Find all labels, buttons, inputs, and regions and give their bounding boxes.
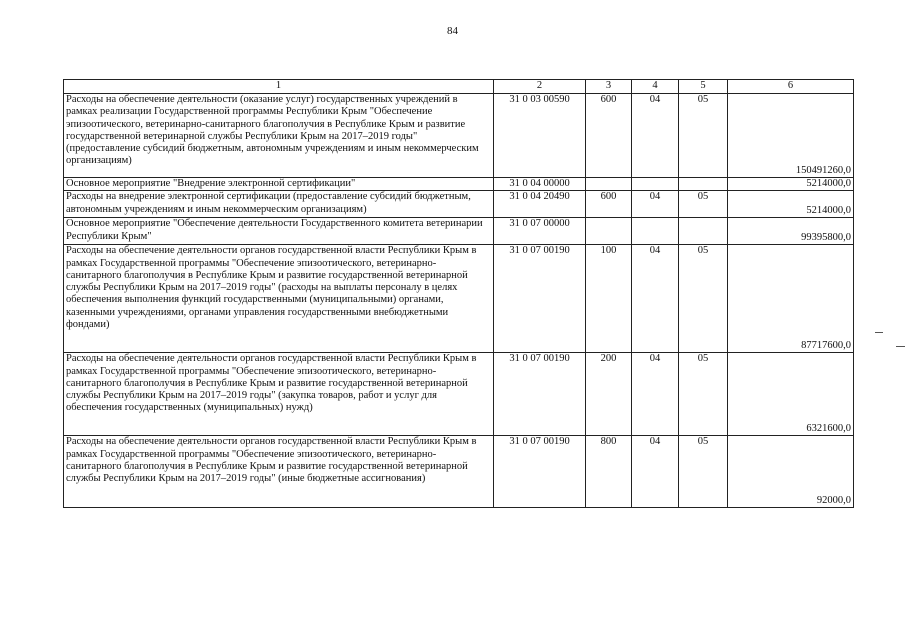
row-description: Расходы на обеспечение деятельности (оказание услуг) государственных учреждений в рамках реализации Государственной программы Республики Крым "Обеспечение эпизоотического, ветеринарно-санитарного благополучия в Республике Крым и развитие государственной ветеринарной службы Республики Крым на 2017–2019 годы" (предоставление субсидий бюджетным, автономным учреждениям и иным некоммерческим организациям) <box>64 94 494 178</box>
row-target-code: 31 0 07 00190 <box>494 245 586 353</box>
row-section <box>632 218 679 245</box>
table-row <box>64 178 854 191</box>
row-description: Расходы на внедрение электронной сертификации (предоставление субсидий бюджетным, автономным учреждениям и иным некоммерческим организациям) <box>64 191 494 218</box>
row-amount: 5214000,0 <box>728 178 854 191</box>
row-amount: 6321600,0 <box>728 353 854 436</box>
budget-table <box>63 79 854 508</box>
header-cell: 5 <box>679 80 728 94</box>
scan-mark <box>875 332 883 333</box>
scan-mark <box>896 346 905 347</box>
row-description: Основное мероприятие "Обеспечение деятельности Государственного комитета ветеринарии Республики Крым" <box>64 218 494 245</box>
row-description: Основное мероприятие "Внедрение электронной сертификации" <box>64 178 494 191</box>
header-cell: 2 <box>494 80 586 94</box>
header-row <box>64 80 854 94</box>
row-description: Расходы на обеспечение деятельности органов государственной власти Республики Крым в рамках Государственной программы "Обеспечение эпизоотического, ветеринарно-санитарного благополучия в Республике Крым и развитие государственной ветеринарной службы Республики Крым на 2017–2019 годы" (закупка товаров, работ и услуг для обеспечения государственных (муниципальных) нужд) <box>64 353 494 436</box>
row-expense-type: 800 <box>586 436 632 508</box>
row-subsection: 05 <box>679 191 728 218</box>
row-expense-type <box>586 178 632 191</box>
row-subsection: 05 <box>679 245 728 353</box>
row-subsection: 05 <box>679 94 728 178</box>
row-target-code: 31 0 04 20490 <box>494 191 586 218</box>
row-section <box>632 178 679 191</box>
row-amount: 5214000,0 <box>728 191 854 218</box>
header-cell: 3 <box>586 80 632 94</box>
table-row <box>64 245 854 353</box>
row-subsection <box>679 218 728 245</box>
row-amount: 99395800,0 <box>728 218 854 245</box>
row-description: Расходы на обеспечение деятельности органов государственной власти Республики Крым в рамках Государственной программы "Обеспечение эпизоотического, ветеринарно-санитарного благополучия в Республике Крым и развитие государственной ветеринарной службы Республики Крым на 2017–2019 годы" (иные бюджетные ассигнования) <box>64 436 494 508</box>
row-amount: 150491260,0 <box>728 94 854 178</box>
row-target-code: 31 0 07 00190 <box>494 436 586 508</box>
row-target-code: 31 0 04 00000 <box>494 178 586 191</box>
row-target-code: 31 0 03 00590 <box>494 94 586 178</box>
row-section: 04 <box>632 94 679 178</box>
row-expense-type: 200 <box>586 353 632 436</box>
page-number: 84 <box>447 25 458 37</box>
row-target-code: 31 0 07 00190 <box>494 353 586 436</box>
row-subsection: 05 <box>679 353 728 436</box>
header-cell: 6 <box>728 80 854 94</box>
row-target-code: 31 0 07 00000 <box>494 218 586 245</box>
row-subsection: 05 <box>679 436 728 508</box>
row-section: 04 <box>632 245 679 353</box>
header-cell: 4 <box>632 80 679 94</box>
header-cell: 1 <box>64 80 494 94</box>
table-row <box>64 218 854 245</box>
row-expense-type: 100 <box>586 245 632 353</box>
row-section: 04 <box>632 191 679 218</box>
row-expense-type: 600 <box>586 191 632 218</box>
table-row <box>64 436 854 508</box>
table-row <box>64 94 854 178</box>
row-amount: 92000,0 <box>728 436 854 508</box>
row-expense-type <box>586 218 632 245</box>
row-amount: 87717600,0 <box>728 245 854 353</box>
row-expense-type: 600 <box>586 94 632 178</box>
row-subsection <box>679 178 728 191</box>
table-row <box>64 191 854 218</box>
table-row <box>64 353 854 436</box>
row-section: 04 <box>632 436 679 508</box>
row-section: 04 <box>632 353 679 436</box>
row-description: Расходы на обеспечение деятельности органов государственной власти Республики Крым в рамках Государственной программы "Обеспечение эпизоотического, ветеринарно-санитарного благополучия в Республике Крым и развитие государственной ветеринарной службы Республики Крым на 2017–2019 годы" (расходы на выплаты персоналу в целях обеспечения выполнения функций государственными (муниципальными) органами, казенными учреждениями, органами управления государственными внебюджетными фондами) <box>64 245 494 353</box>
